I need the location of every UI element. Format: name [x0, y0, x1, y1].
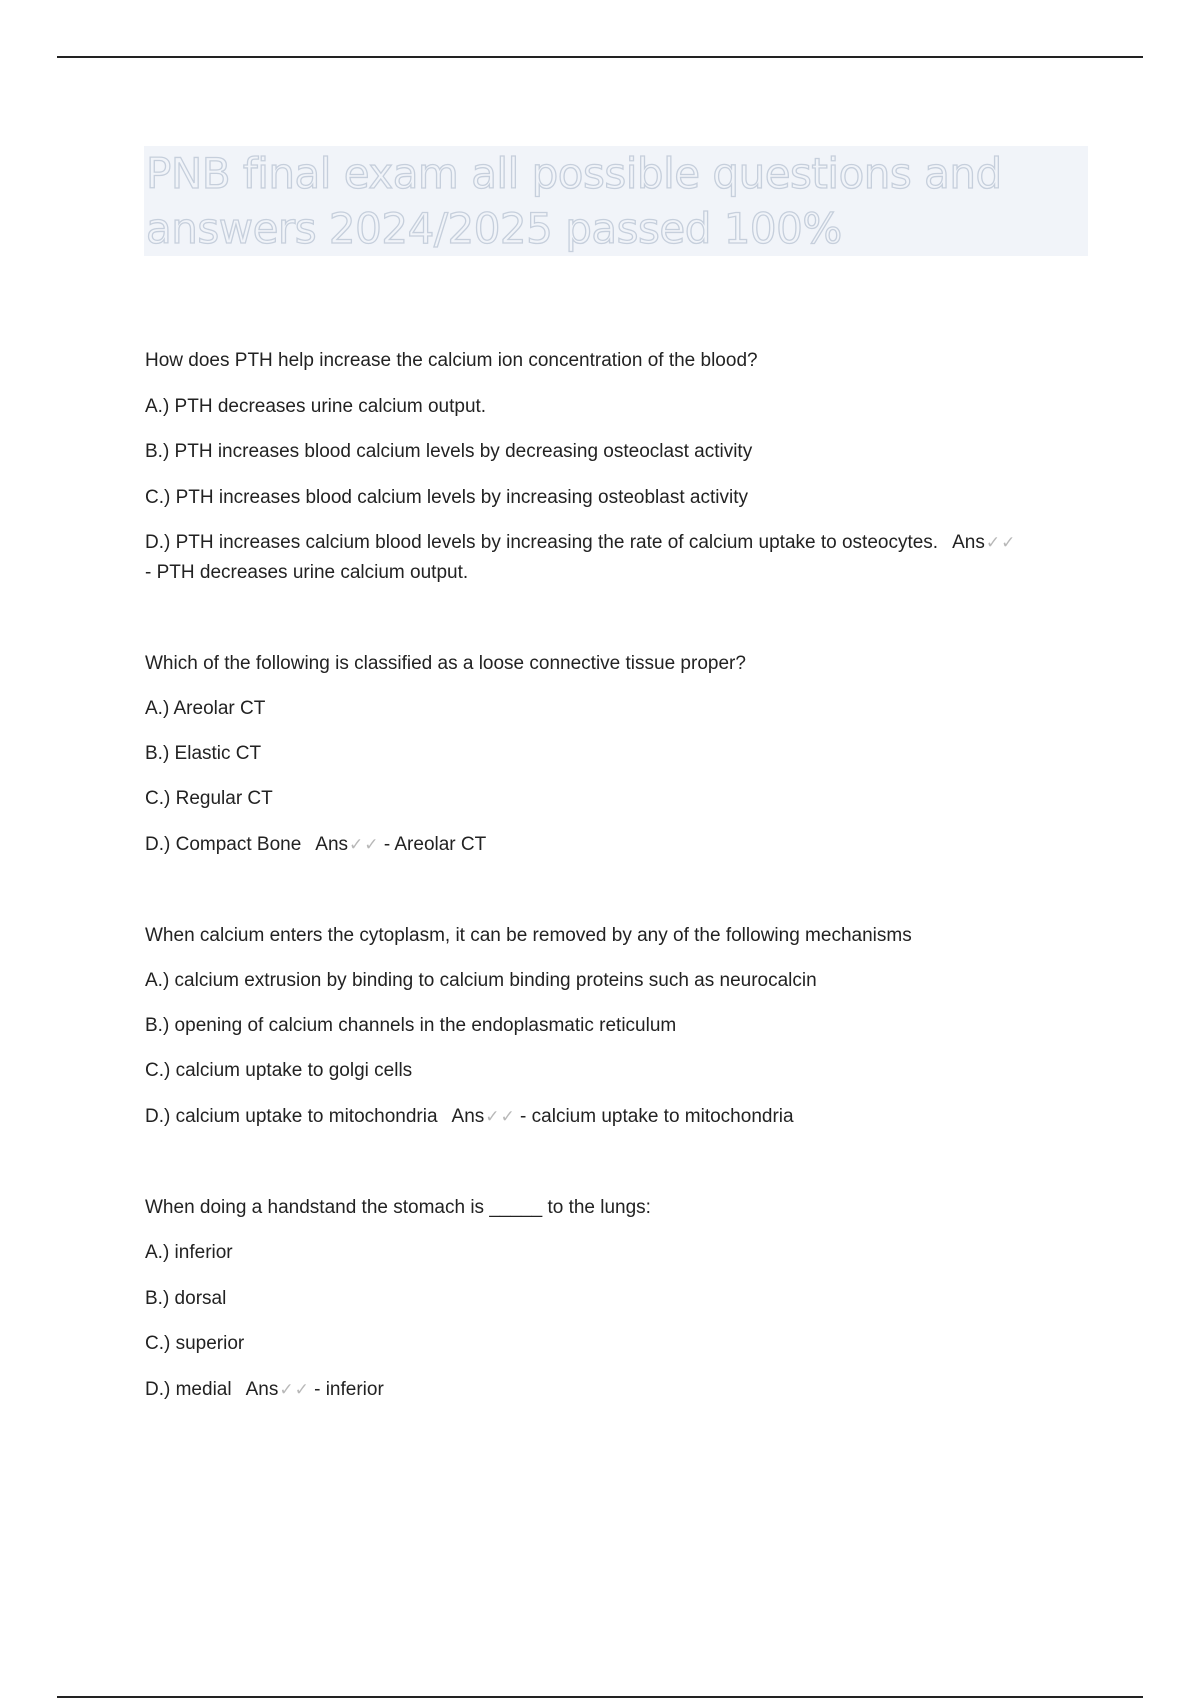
check-icon: ✓: [500, 1107, 515, 1127]
check-icon: ✓: [1001, 533, 1016, 553]
answer-text: - calcium uptake to mitochondria: [520, 1106, 794, 1127]
option-b: B.) opening of calcium channels in the endoplasmatic reticulum: [145, 1015, 677, 1036]
option-c: C.) calcium uptake to golgi cells: [145, 1060, 413, 1081]
footer-rule: [57, 1696, 1143, 1698]
check-icon: ✓: [985, 533, 1001, 553]
option-a: A.) calcium extrusion by binding to calcium binding proteins such as neurocalcin: [145, 970, 817, 991]
option-a: A.) inferior: [145, 1242, 233, 1263]
header-rule: [57, 56, 1143, 58]
page-title: PNB final exam all possible questions and answers 2024/2025 passed 100%: [146, 149, 1002, 253]
option-d-with-answer: [145, 830, 1090, 860]
option-b: B.) dorsal: [145, 1288, 227, 1309]
option-a: A.) Areolar CT: [145, 698, 266, 719]
option-d: D.) calcium uptake to mitochondria: [145, 1106, 438, 1127]
question-text: When doing a handstand the stomach is _____ to the lungs:: [145, 1197, 651, 1218]
option-d-with-answer: [145, 528, 1090, 558]
option-d: D.) medial: [145, 1379, 232, 1400]
option-b: B.) PTH increases blood calcium levels by decreasing osteoclast activity: [145, 441, 753, 462]
check-icon: ✓: [279, 1380, 294, 1400]
option-d: D.) PTH increases calcium blood levels by increasing the rate of calcium uptake to osteocytes.: [145, 532, 939, 553]
question-text: How does PTH help increase the calcium ion concentration of the blood?: [145, 350, 758, 371]
answer-label: Ans: [451, 1106, 485, 1127]
option-d-with-answer: [145, 1375, 1090, 1405]
answer-text: - Areolar CT: [383, 834, 487, 855]
answer-label: Ans: [245, 1379, 279, 1400]
answer-text: - inferior: [314, 1379, 384, 1400]
option-d: D.) Compact Bone: [145, 834, 302, 855]
question-text: When calcium enters the cytoplasm, it can be removed by any of the following mechanisms: [145, 925, 912, 946]
option-c: C.) PTH increases blood calcium levels by increasing osteoblast activity: [145, 487, 748, 508]
check-icon: ✓: [349, 835, 364, 855]
answer-text: - PTH decreases urine calcium output.: [145, 562, 469, 583]
check-icon: ✓: [485, 1107, 500, 1127]
check-icon: ✓: [294, 1380, 309, 1400]
option-c: C.) superior: [145, 1333, 245, 1354]
answer-label: Ans: [952, 532, 985, 553]
option-d-with-answer: [145, 1102, 1090, 1132]
answer-label: Ans: [315, 834, 349, 855]
question-text: Which of the following is classified as a loose connective tissue proper?: [145, 653, 746, 674]
check-icon: ✓: [364, 835, 379, 855]
option-c: C.) Regular CT: [145, 788, 273, 809]
option-b: B.) Elastic CT: [145, 743, 262, 764]
option-a: A.) PTH decreases urine calcium output.: [145, 396, 487, 417]
